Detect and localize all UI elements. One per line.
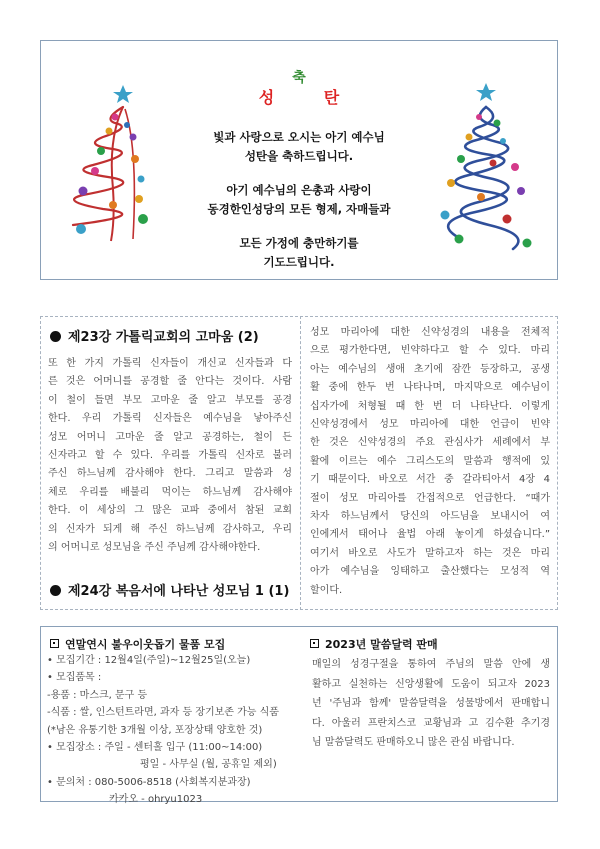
donation-line: (*남은 유통기한 3개월 이상, 포장상태 양호한 것) (47, 724, 263, 736)
seongtan-char-1: 성 (258, 88, 275, 107)
donation-line: 카카오 - ohryu1023 (109, 794, 203, 806)
donation-line: 평일 - 사무실 (월, 공휴일 제외) (140, 759, 277, 771)
lecture23-line: 체로 우리를 배불리 먹이는 하느님께 감사해야 (48, 486, 292, 498)
calendar-title-text: 2023년 말씀달력 판매 (325, 638, 438, 651)
lecture24-body (310, 324, 550, 600)
lecture23-line: 의 어머니로 성모님을 주신 주님께 감사해야한다. (48, 542, 261, 554)
bullet-dot-icon (50, 585, 61, 596)
greeting-line-1: 빛과 사랑으로 오시는 아기 예수님 (213, 130, 385, 144)
lecture23-line: 또 한 가지 가톨릭 신자들이 개신교 신자들과 다 (48, 358, 292, 369)
lecture24-line: 으로 평가한다면, 빈약하다고 할 수 있다. 마리 (310, 345, 550, 357)
lecture24-line: 기 때문이다. 바오로 서간 중 갈라티아서 4장 4 (310, 474, 550, 486)
lecture23-body (48, 355, 292, 557)
greeting-line-4: 동경한인성당의 모든 형제, 자매들과 (207, 202, 391, 216)
lecture23-line: 의 신자가 되게 해 주신 하느님께 감사하고, 우리 (48, 523, 292, 535)
lecture23-line: 성모 어머니 고마운 줄 알고 공경하는, 철이 든 (48, 431, 292, 443)
calendar-line: 년 '주님과 함께' 말씀달력을 성물방에서 판매합니 (312, 698, 550, 710)
lecture23-title (50, 326, 259, 345)
donation-title (50, 636, 225, 652)
square-bullet-icon (50, 639, 59, 648)
seongtan-char-2: 탄 (323, 88, 340, 107)
lecture24-line: 활 중에 한두 번 나타나며, 마지막으로 예수님이 (310, 382, 550, 394)
greeting-line-5: 모든 가정에 충만하기를 (239, 236, 359, 250)
lecture24-line: 신약성경에서 성모 마리아에 대한 언급이 빈약 (310, 419, 550, 431)
calendar-line: 다. 아울러 프란치스코 교황님과 고 김수환 추기경 (312, 717, 550, 729)
christmas-tree-right-icon (431, 79, 541, 259)
donation-line: • 모집품목 : (47, 672, 102, 684)
lecture24-line: 여기서 바오로 사도가 말하고자 하는 것은 마리 (310, 547, 550, 559)
lecture23-line: 주신 하느님께 감사해야 한다. 그리고 말씀과 성 (48, 468, 292, 480)
donation-body (47, 652, 279, 809)
lecture24-line: 아는 예수님의 생애 초기에 잠깐 등장하고, 공생 (310, 363, 550, 375)
donation-line: -식품 : 쌀, 인스턴트라면, 과자 등 장기보존 가능 식품 (47, 707, 279, 719)
square-bullet-icon (310, 639, 319, 648)
lecture24-title (50, 580, 289, 599)
lecture23-line: 한다. 우리 가톨릭 신자들은 예수님을 낳아주신 (48, 413, 292, 425)
donation-line: • 모집기간 : 12월4일(주일)~12월25일(오늘) (47, 655, 251, 666)
donation-title-text: 연말연시 불우이웃돕기 물품 모집 (65, 638, 226, 651)
calendar-line: 님 말씀달력도 판매하오니 많은 관심 바랍니다. (312, 737, 515, 749)
lecture23-line: 한다. 이 세상의 그 많은 교파 중에서 참된 교회 (48, 505, 292, 517)
lecture23-line: 이 철이 들면 부모 고마운 줄 알고 부모를 공경 (48, 394, 292, 406)
lecture24-line: 한 것은 신약성경의 주요 관심사가 세례에서 부 (310, 437, 550, 449)
lecture24-line: 차자 하느님께서 당신의 아드님을 보내시어 여 (310, 511, 550, 523)
lecture24-line: 아가 예수님을 잉태하고 출산했다는 모성적 역 (310, 566, 550, 578)
celebration-char: 축 (292, 70, 306, 86)
lecture23-title-text: 제23강 가톨릭교회의 고마움 (2) (68, 330, 259, 345)
calendar-line: 매일의 성경구절을 통하여 주님의 말씀 안에 생 (312, 659, 550, 670)
donation-line: • 문의처 : 080-5006-8518 (사회복지분과장) (47, 776, 251, 788)
column-divider (300, 316, 301, 610)
lecture24-line: 할이다. (310, 584, 343, 596)
lecture23-line: 른 것은 어머니를 공경할 줄 안다는 것이다. 사람 (48, 376, 292, 388)
lecture24-line: 십자가에 처형될 때 한 번 더 나타난다. 이렇게 (310, 400, 550, 412)
donation-line: -용품 : 마스크, 문구 등 (47, 689, 148, 701)
greeting-line-2: 성탄을 축하드립니다. (244, 149, 354, 163)
calendar-line: 활하고 실천하는 신앙생활에 도움이 되고자 2023 (312, 678, 550, 690)
christmas-greeting-box (40, 40, 558, 280)
greeting-line-3: 아기 예수님의 은총과 사랑이 (226, 183, 372, 197)
lecture24-line: 활에 이르는 예수 그리스도의 말씀과 행적에 있 (310, 455, 550, 467)
bullet-dot-icon (50, 331, 61, 342)
lecture24-line: 절이 성모 마리아를 간접적으로 언급한다. “때가 (310, 492, 550, 504)
lecture24-title-text: 제24강 복음서에 나타난 성모님 1 (1) (68, 584, 290, 599)
greeting-line-6: 기도드립니다. (263, 255, 335, 269)
donation-line: • 모집장소 : 주일 - 센터홀 입구 (11:00~14:00) (47, 742, 263, 754)
calendar-body (312, 655, 550, 753)
lecture24-line: 성모 마리아에 대한 신약성경의 내용을 전체적 (310, 327, 550, 338)
lecture23-line: 신자라고 할 수 있다. 우리를 가톨릭 신자로 불러 (48, 450, 292, 462)
lecture24-line: 인에게서 태어나 율법 아래 놓이게 하셨습니다.” (310, 529, 550, 541)
calendar-title (310, 636, 438, 652)
